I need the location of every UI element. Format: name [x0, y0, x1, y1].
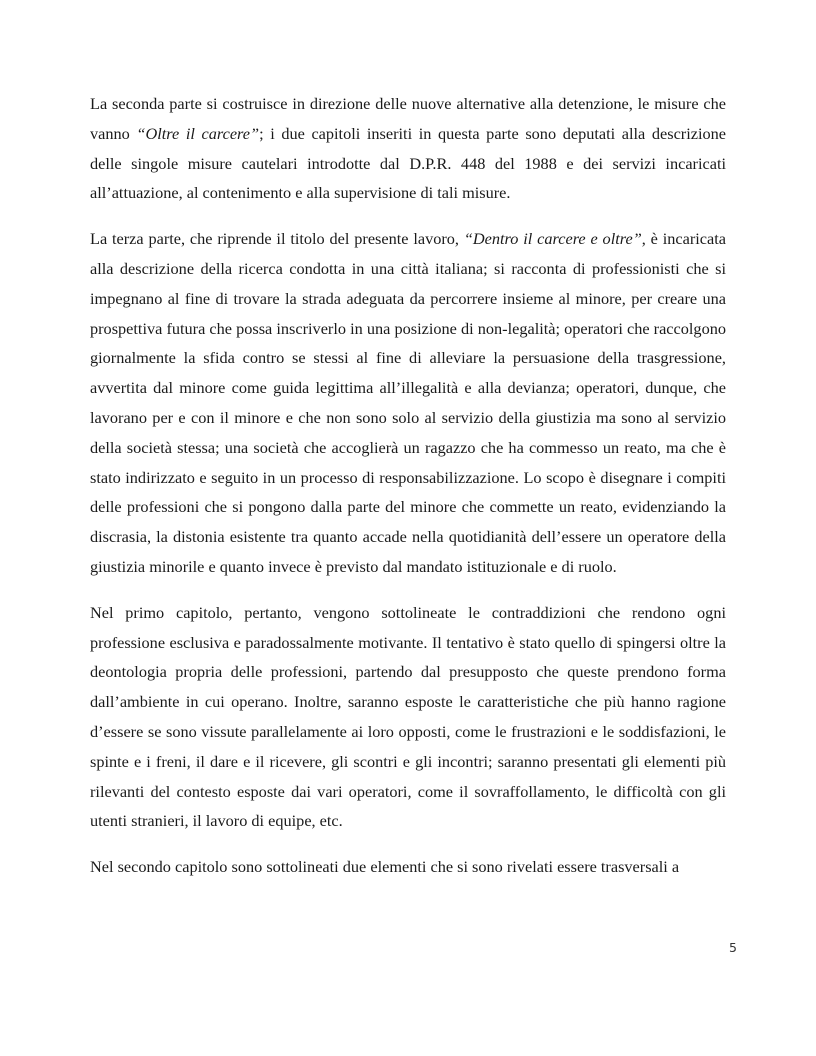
document-body: [90, 89, 726, 882]
paragraph-second-chapter: Nel secondo capitolo sono sottolineati due elementi che si sono rivelati essere trasversali a: [90, 857, 680, 877]
paragraph-first-chapter: Nel primo capitolo, pertanto, vengono sottolineate le contraddizioni che rendono ogni professione esclusiva e paradossalmente motivante. Il tentativo è stato quello di spingersi oltre la deontologia propria delle professioni, partendo dal presupposto che queste prendono forma dall’ambiente in cui operano. Inoltre, saranno esposte le caratteristiche che più hanno ragione d’essere se sono vissute parallelamente ai loro opposti, come le frustrazioni e le soddisfazioni, le spinte e i freni, il dare e il ricevere, gli scontri e gli incontri; saranno presentati gli elementi più rilevanti del contesto esposte dai vari operatori, come il sovraffollamento, le difficoltà con gli utenti stranieri, il lavoro di equipe, etc.: [90, 602, 726, 831]
p2-text-a: La terza parte, che riprende il titolo del presente lavoro,: [90, 229, 464, 249]
p1-text-c: ; i due capitoli inseriti in questa parte sono deputati alla descrizione delle singole misure cautelari introdotte dal D.P.R. 448 del 1988 e dei servizi incaricati all’attuazione, al contenimento e alla supervisione di tali misure.: [90, 123, 726, 203]
paragraph-third-part: [90, 224, 726, 582]
p2-text-c: , è incaricata alla descrizione della ricerca condotta in una città italiana; si racconta di professionisti che si impegnano al fine di trovare la strada adeguata da percorrere insieme al minore, per creare una prospettiva futura che possa inscriverlo in una posizione di non-legalità; operatori che raccolgono giornalmente la sfida contro se stessi al fine di alleviare la persuasione della trasgressione, avvertita dal minore come guida legittima all’illegalità e alla devianza; operatori, dunque, che lavorano per e con il minore e che non sono solo al servizio della giustizia ma sono al servizio della società stessa; una società che accoglierà un ragazzo che ha commesso un reato, ma che è stato indirizzato e seguito in un processo di responsabilizzazione. Lo scopo è disegnare i compiti delle professioni che si pongono dalla parte del minore che commette un reato, evidenziando la discrasia, la distonia esistente tra quanto accade nella quotidianità dell’essere un operatore della giustizia minorile e quanto invece è previsto dal mandato istituzionale e di ruolo.: [90, 229, 727, 576]
page-number: 5: [729, 940, 737, 955]
paragraph-second-part: [90, 89, 726, 208]
p2-title-dentro-il-carcere: “Dentro il carcere e oltre”: [463, 229, 642, 249]
p1-title-oltre-il-carcere: “Oltre il carcere”: [136, 123, 260, 143]
p1-text-a: La seconda parte si costruisce in direzione delle nuove alternative alla detenzione, le misure che vanno: [90, 94, 726, 143]
